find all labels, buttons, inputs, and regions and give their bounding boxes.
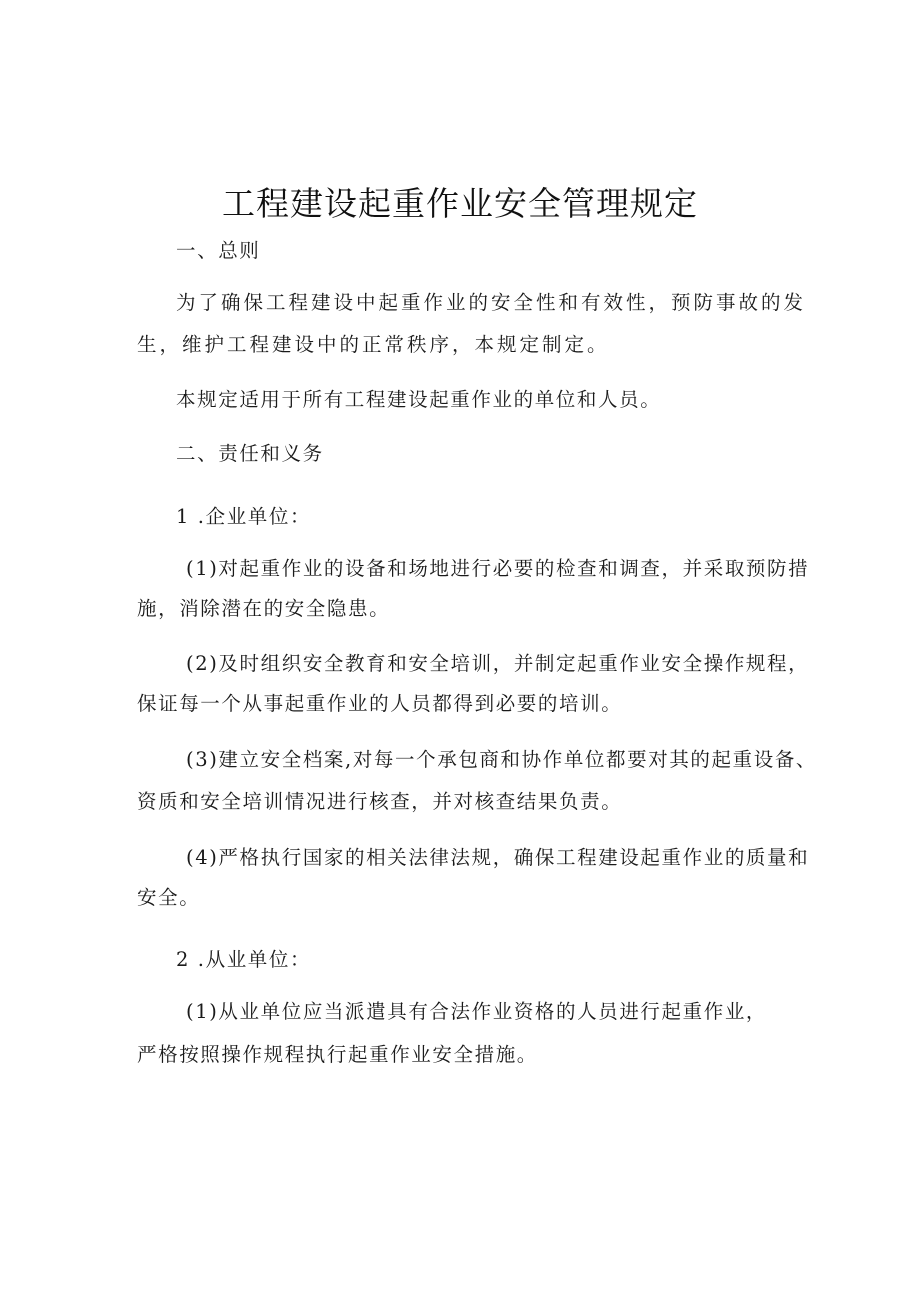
document-title: 工程建设起重作业安全管理规定 bbox=[222, 184, 698, 223]
practitioner-item-1-line-1: (1)从业单位应当派遣具有合法作业资格的人员进行起重作业， bbox=[186, 1000, 768, 1023]
practitioner-item-1-line-2: 严格按照操作规程执行起重作业安全措施。 bbox=[137, 1043, 538, 1066]
section-heading-responsibilities: 二、责任和义务 bbox=[176, 442, 324, 465]
enterprise-item-1-line-2: 施，消除潜在的安全隐患。 bbox=[137, 597, 391, 620]
enterprise-item-2-line-1: (2)及时组织安全教育和安全培训，并制定起重作业安全操作规程， bbox=[186, 652, 810, 675]
subsection-heading-enterprise: 1 .企业单位： bbox=[176, 505, 312, 528]
paragraph-scope: 本规定适用于所有工程建设起重作业的单位和人员。 bbox=[176, 388, 662, 411]
section-heading-general: 一、总则 bbox=[176, 239, 261, 262]
enterprise-item-4-line-1: (4)严格执行国家的相关法律法规，确保工程建设起重作业的质量和 bbox=[186, 846, 810, 869]
enterprise-item-2-line-2: 保证每一个从事起重作业的人员都得到必要的培训。 bbox=[137, 692, 623, 715]
enterprise-item-4-line-2: 安全。 bbox=[137, 886, 201, 909]
enterprise-item-1-line-1: (1)对起重作业的设备和场地进行必要的检查和调查，并采取预防措 bbox=[186, 557, 810, 580]
enterprise-item-3-line-2: 资质和安全培训情况进行核查，并对核查结果负责。 bbox=[137, 790, 623, 813]
enterprise-item-3-line-1: (3)建立安全档案,对每一个承包商和协作单位都要对其的起重设备、 bbox=[186, 748, 818, 771]
subsection-heading-practitioner: 2 .从业单位： bbox=[176, 948, 312, 971]
paragraph-purpose-line-2: 生，维护工程建设中的正常秩序，本规定制定。 bbox=[137, 333, 610, 356]
paragraph-purpose-line-1: 为了确保工程建设中起重作业的安全性和有效性，预防事故的发 bbox=[176, 291, 807, 314]
